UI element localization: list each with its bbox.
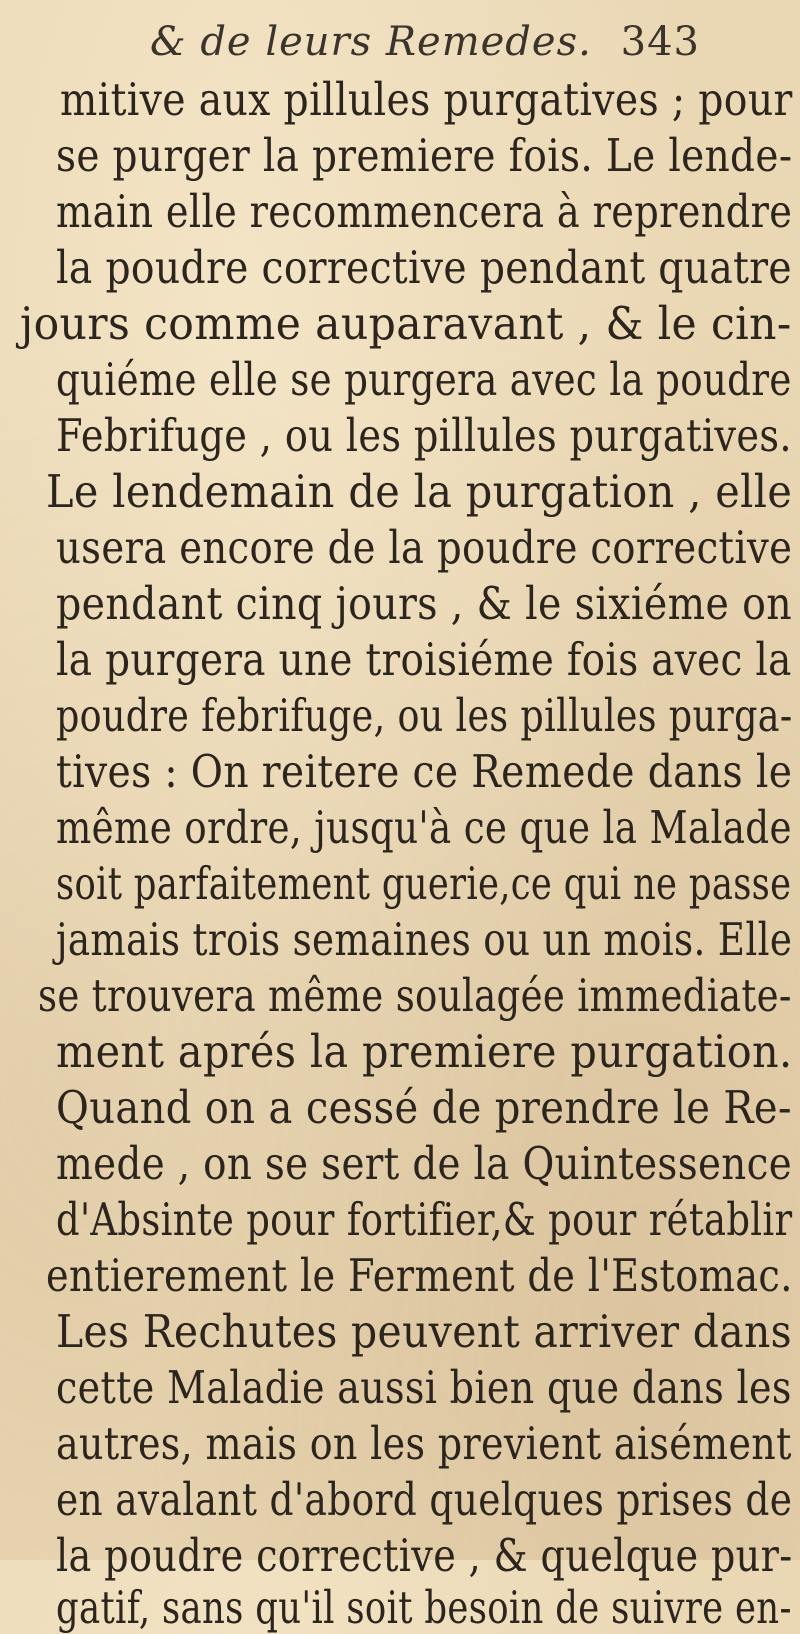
page-number: 343: [620, 19, 700, 65]
paragraph-start-line: Les Rechutes peuvent arriver dans: [56, 1305, 793, 1358]
paragraph-start-line: Quand on a cessé de prendre le Re-: [56, 1081, 792, 1134]
text-line: jours comme auparavant , & le cin-: [20, 297, 792, 350]
text-line: en avalant d'abord quelques prises de: [56, 1473, 793, 1526]
text-line: usera encore de la poudre corrective: [56, 521, 793, 574]
text-line: cette Maladie aussi bien que dans les: [56, 1361, 792, 1414]
text-line: ment aprés la premiere purgation.: [56, 1025, 793, 1078]
text-line: se purger la premiere fois. Le lende-: [56, 129, 793, 182]
running-title: & de leurs Remedes.: [150, 19, 592, 65]
text-line: la purgera une troisiéme fois avec la: [56, 633, 792, 686]
text-line: soit parfaitement guerie,ce qui ne passe: [56, 857, 792, 910]
paragraph-start-line: Le lendemain de la purgation , elle: [46, 465, 793, 518]
text-line: poudre febrifuge, ou les pillules purga-: [56, 689, 793, 742]
text-line: même ordre, jusqu'à ce que la Malade: [56, 801, 792, 854]
text-line: mitive aux pillules purgatives ; pour: [60, 73, 793, 126]
text-line: d'Absinte pour fortifier,& pour rétablir: [56, 1193, 793, 1246]
text-line: la poudre corrective pendant quatre: [56, 241, 792, 294]
text-line: la poudre corrective , & quelque pur-: [56, 1529, 793, 1582]
text-line: quiéme elle se purgera avec la poudre: [56, 353, 792, 406]
text-line: entierement le Ferment de l'Estomac.: [46, 1249, 793, 1302]
text-line: main elle recommencera à reprendre: [56, 185, 793, 238]
text-line: pendant cinq jours , & le sixiéme on: [56, 577, 793, 630]
text-line: Febrifuge , ou les pillules purgatives.: [56, 409, 792, 462]
text-line: autres, mais on les previent aisément: [56, 1417, 792, 1470]
page-header: [150, 14, 700, 70]
text-line: jamais trois semaines ou un mois. Elle: [56, 913, 793, 966]
text-line: se trouvera même soulagée immediate-: [38, 969, 792, 1022]
text-line: mede , on se sert de la Quintessence: [56, 1137, 793, 1190]
text-line: gatif, sans qu'il soit besoin de suivre en-: [56, 1581, 792, 1634]
text-line: tives : On reitere ce Remede dans le: [56, 745, 793, 798]
